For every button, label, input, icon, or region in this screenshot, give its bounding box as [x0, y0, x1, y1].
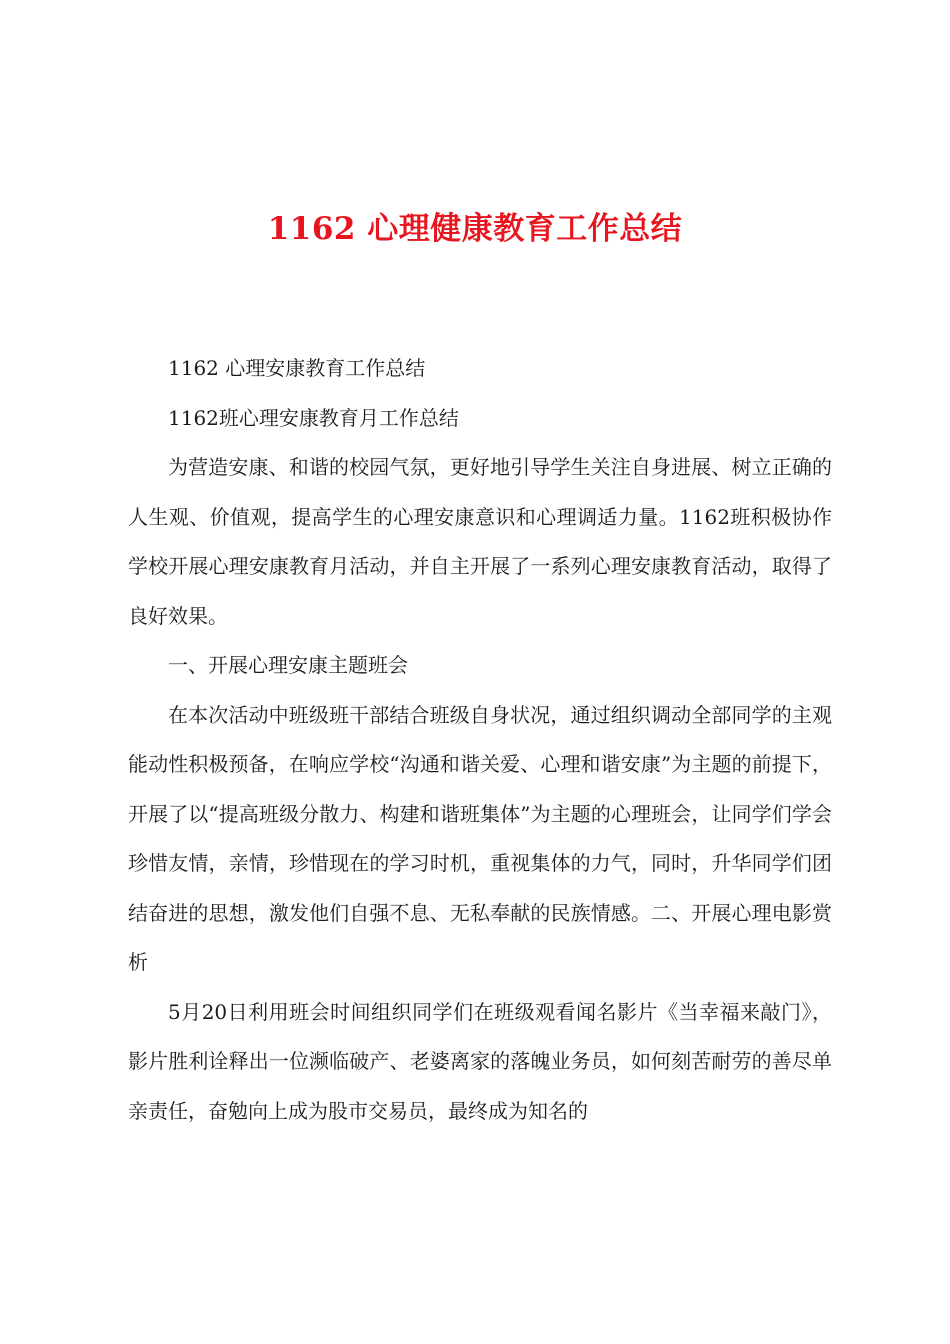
paragraph-class-meeting: 在本次活动中班级班干部结合班级自身状况，通过组织调动全部同学的主观能动性积极预备，在响应学校“沟通和谐关爱、心理和谐安康”为主题的前提下，开展了以“提高班级分散力、构建和谐班集体”为主题的心理班会，让同学们学会珍惜友情，亲情，珍惜现在的学习时机，重视集体的力气，同时，升华同学们团结奋进的思想，激发他们自强不息、无私奉献的民族情感。二、开展心理电影赏析: [128, 702, 832, 974]
paragraph-intro: 为营造安康、和谐的校园气氛，更好地引导学生关注自身进展、树立正确的人生观、价值观，提高学生的心理安康意识和心理调适力量。1162班积极协作学校开展心理安康教育月活动，并自主开展了一系列心理安康教育活动，取得了良好效果。: [128, 455, 832, 628]
paragraph-heading-1: 1162 心理安康教育工作总结: [168, 356, 426, 380]
paragraph-heading-2: 1162班心理安康教育月工作总结: [168, 405, 459, 430]
document-title: 1162 心理健康教育工作总结: [267, 211, 683, 247]
document-body: [128, 344, 832, 1136]
paragraph-movie: 5月20日利用班会时间组织同学们在班级观看闻名影片《当幸福来敲门》，影片胜利诠释出一位濒临破产、老婆离家的落魄业务员，如何刻苦耐劳的善尽单亲责任，奋勉向上成为股市交易员，最终成为知名的: [128, 999, 832, 1123]
section-heading-1: 一、开展心理安康主题班会: [168, 653, 408, 677]
